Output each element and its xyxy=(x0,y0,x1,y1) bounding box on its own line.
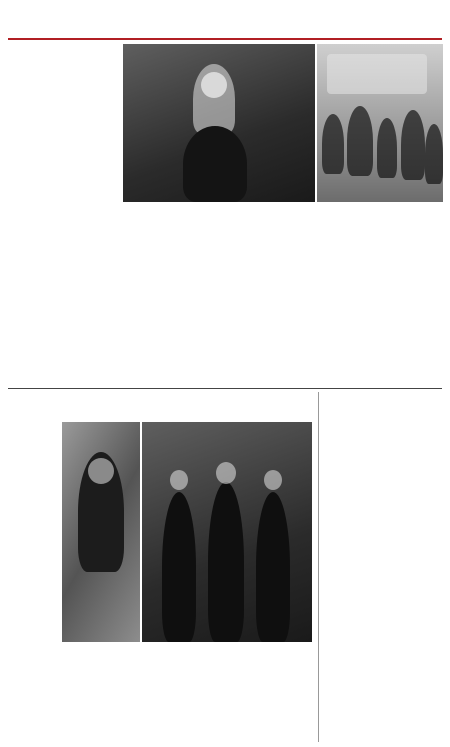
story-divider xyxy=(8,388,442,389)
story2-headline xyxy=(8,392,442,418)
story1-column-1 xyxy=(8,44,58,194)
story1-headline xyxy=(123,218,443,256)
fans-crowd-photo xyxy=(317,44,443,202)
story2-column-4 xyxy=(164,658,212,742)
story1-column-6 xyxy=(251,273,309,383)
raging-fire-poster-photo xyxy=(62,422,140,642)
story2-column-3 xyxy=(113,658,161,742)
story2-photo-caption xyxy=(62,644,312,654)
kris-wu-portrait-photo xyxy=(123,44,315,202)
story1-column-4 xyxy=(123,273,181,383)
story1-column-5 xyxy=(187,273,245,383)
page-header xyxy=(8,4,442,14)
story2-column-2 xyxy=(62,658,110,742)
story1-column-2 xyxy=(62,44,118,194)
story1-column-3 xyxy=(8,196,64,381)
story1-subhead xyxy=(123,258,443,269)
story2-column-1 xyxy=(8,422,58,740)
premiere-cast-photo xyxy=(142,422,312,642)
story1-photo-caption xyxy=(123,204,443,214)
sidebar-rule xyxy=(318,392,319,742)
story2-column-5 xyxy=(215,658,263,742)
section-divider xyxy=(8,38,442,40)
story2-column-6 xyxy=(266,658,312,742)
